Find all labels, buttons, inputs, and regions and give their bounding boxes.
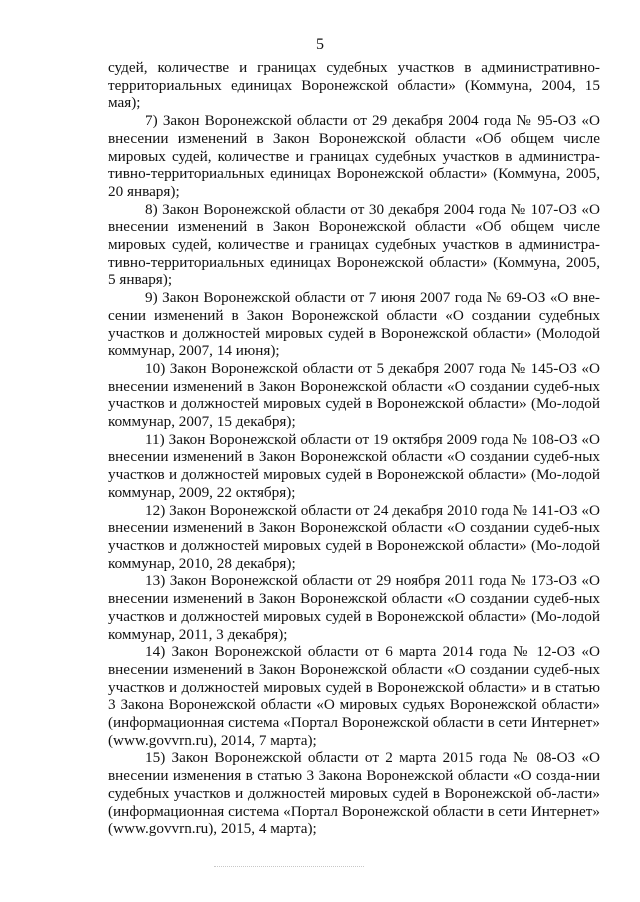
list-item-13: 13) Закон Воронежской области от 29 ноября 2011 года № 173-ОЗ «О внесении изменений в Закон Воронежской области «О создании судеб-ных участков и должностей мировых судей в Воронежской области» (Мо-лодой коммунар, 2011, 3 декабря);: [108, 572, 600, 643]
paragraph-continuation: судей, количестве и границах судебных участков в административно-территориальных единицах Воронежской области» (Коммуна, 2004, 15 мая);: [108, 59, 600, 112]
list-item-8: 8) Закон Воронежской области от 30 декабря 2004 года № 107-ОЗ «О внесении изменений в Закон Воронежской области «Об общем числе мировых судей, количестве и границах судебных участков в администра-тивно-территориальных единицах Воронежской области» (Коммуна, 2005, 5 января);: [108, 200, 600, 289]
list-item-12: 12) Закон Воронежской области от 24 декабря 2010 года № 141-ОЗ «О внесении изменений в Закон Воронежской области «О создании судеб-ных участков и должностей мировых судей в Воронежской области» (Мо-лодой коммунар, 2010, 28 декабря);: [108, 501, 600, 572]
list-item-15: 15) Закон Воронежской области от 2 марта 2015 года № 08-ОЗ «О внесении изменения в статью 3 Закона Воронежской области «О созда-нии судебных участков и должностей мировых судей в Воронежской об-ласти» (информационная система «Портал Воронежской области в сети Интернет» (www.govvrn.ru), 2015, 4 марта);: [108, 749, 600, 838]
list-item-9: 9) Закон Воронежской области от 7 июня 2007 года № 69-ОЗ «О вне-сении изменений в Закон Воронежской области «О создании судебных участков и должностей мировых судей в Воронежской области» (Молодой коммунар, 2007, 14 июня);: [108, 289, 600, 360]
scan-artifact-line: [214, 866, 364, 868]
document-body: [108, 59, 600, 838]
list-item-14: 14) Закон Воронежской области от 6 марта 2014 года № 12-ОЗ «О внесении изменений в Закон Воронежской области «О создании судеб-ных участков и должностей мировых судей в Воронежской области» и в статью 3 Закона Воронежской области «О мировых судьях Воронежской области» (информационная система «Портал Воронежской области в сети Интернет» (www.govvrn.ru), 2014, 7 марта);: [108, 643, 600, 749]
page-number: 5: [316, 36, 324, 53]
list-item-10: 10) Закон Воронежской области от 5 декабря 2007 года № 145-ОЗ «О внесении изменений в Закон Воронежской области «О создании судеб-ных участков и должностей мировых судей в Воронежской области» (Мо-лодой коммунар, 2007, 15 декабря);: [108, 359, 600, 431]
list-item-11: 11) Закон Воронежской области от 19 октября 2009 года № 108-ОЗ «О внесении изменений в Закон Воронежской области «О создании судеб-ных участков и должностей мировых судей в Воронежской области» (Мо-лодой коммунар, 2009, 22 октября);: [108, 430, 600, 501]
list-item-7: 7) Закон Воронежской области от 29 декабря 2004 года № 95-ОЗ «О внесении изменений в Закон Воронежской области «Об общем числе мировых судей, количестве и границах судебных участков в администра-тивно-территориальных единицах Воронежской области» (Коммуна, 2005, 20 января);: [108, 112, 600, 200]
